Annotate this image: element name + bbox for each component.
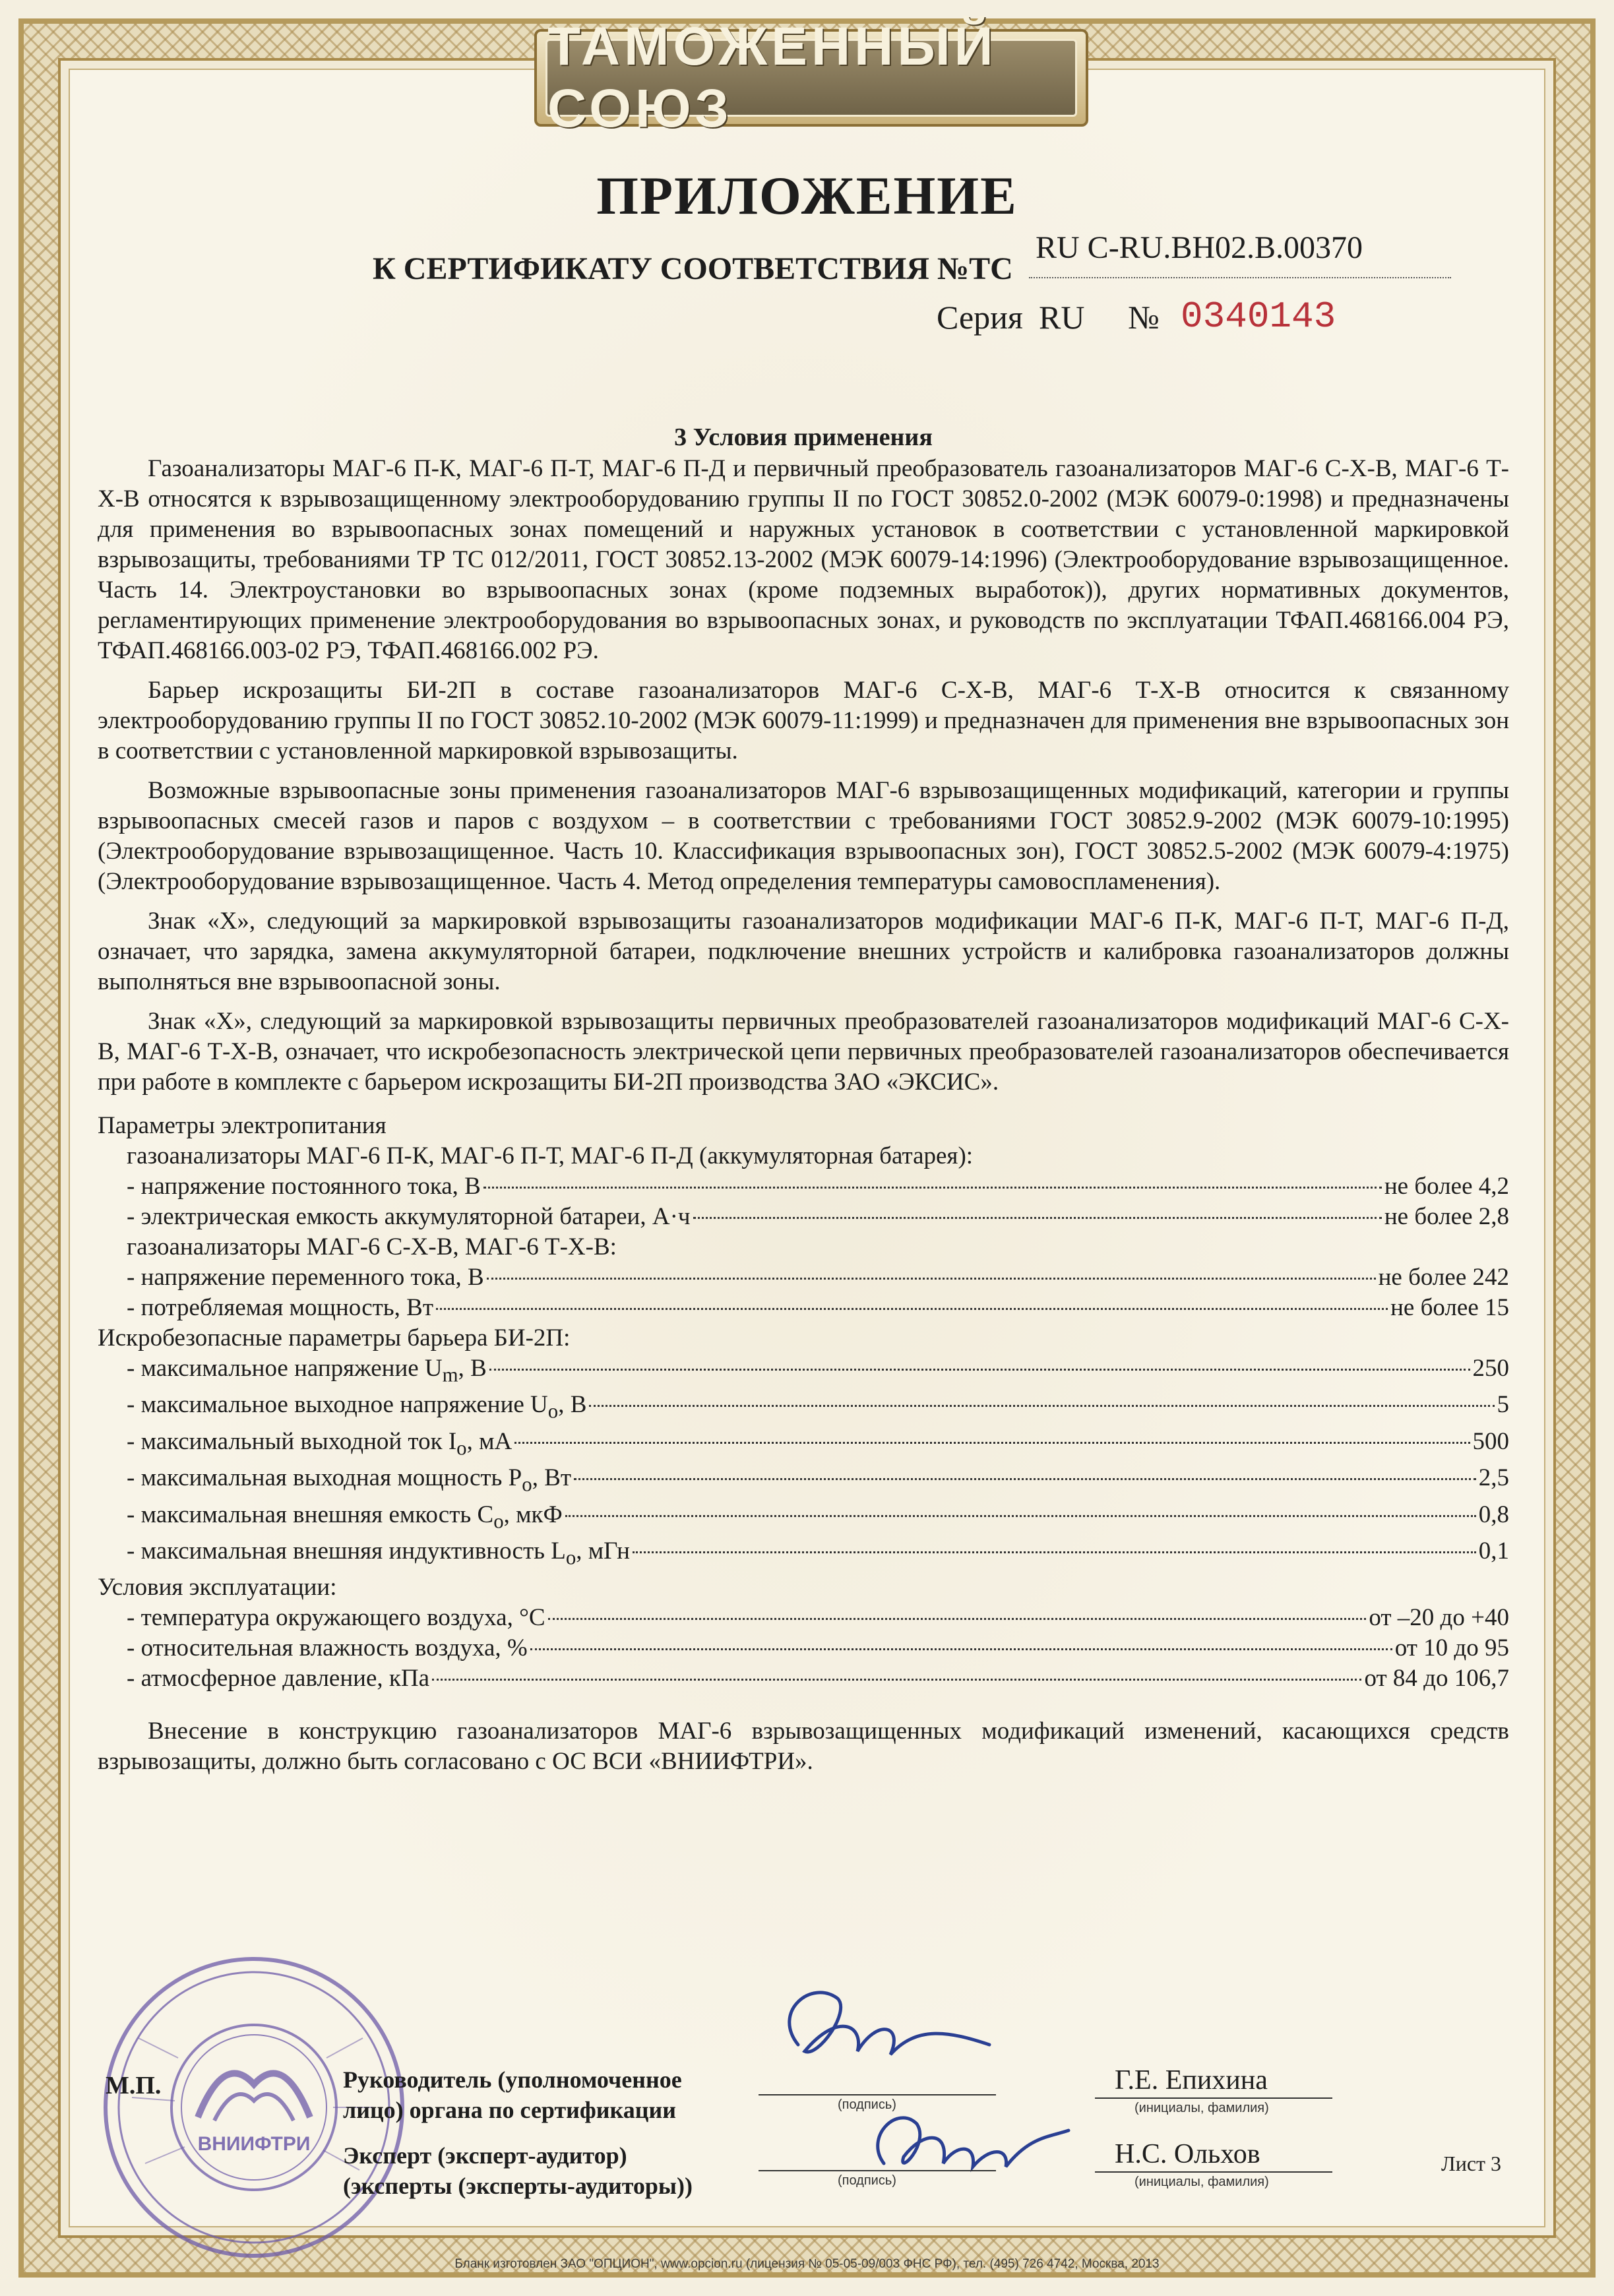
dot-leader xyxy=(565,1515,1476,1517)
form-printer-footer: Бланк изготовлен ЗАО "ОПЦИОН", www.opcion.ru (лицензия № 05-05-09/003 ФНС РФ), тел. (495) 726 4742, Москва, 2013 xyxy=(454,2257,1160,2271)
dot-leader xyxy=(693,1217,1382,1219)
param-value: не более 2,8 xyxy=(1384,1203,1509,1230)
param-label: - относительная влажность воздуха, % xyxy=(127,1634,528,1662)
param-value: 0,8 xyxy=(1478,1501,1509,1528)
param-value: не более 242 xyxy=(1378,1264,1509,1291)
expert-title-line: (эксперты (эксперты-аудиторы)) xyxy=(343,2173,693,2199)
head-title-line: Руководитель (уполномоченное xyxy=(343,2066,682,2093)
param-label: - максимальное напряжение $U_m$, В xyxy=(127,1355,487,1386)
dot-leader xyxy=(633,1551,1476,1553)
paragraph: Знак «Х», следующий за маркировкой взрывозащиты газоанализаторов модификации МАГ-6 П-К, МАГ-6 П-Т, МАГ-6 П-Д, означает, что зарядка, замена аккумуляторной батареи, подключение внешних устройств и калибровка газоанализаторов должны выполняться вне взрывоопасной зоны. xyxy=(98,908,1509,995)
group1-title: газоанализаторы МАГ-6 П-К, МАГ-6 П-Т, МАГ-6 П-Д (аккумуляторная батарея): xyxy=(127,1142,974,1169)
param-row xyxy=(127,1463,1509,1499)
section-title: 3 Условия применения xyxy=(674,423,933,451)
stamp-label: ВНИИФТРИ xyxy=(197,2133,311,2155)
param-row xyxy=(127,1500,1509,1536)
operation-title: Условия эксплуатации: xyxy=(98,1574,337,1601)
seal-place-label: М.П. xyxy=(106,2072,162,2099)
param-row xyxy=(127,1603,1509,1633)
param-row xyxy=(127,1202,1509,1232)
param-label: - максимальная внешняя индуктивность $L_o$, мГн xyxy=(127,1537,630,1569)
dot-leader xyxy=(530,1648,1392,1650)
group2-rows xyxy=(98,1262,1509,1323)
param-value: от –20 до +40 xyxy=(1369,1604,1509,1632)
operation-rows xyxy=(98,1603,1509,1694)
expert-name: Н.С. Ольхов xyxy=(1115,2139,1260,2169)
paragraph: Барьер искрозащиты БИ-2П в составе газоанализаторов МАГ-6 С-Х-В, МАГ-6 Т-Х-В относится к связанному электрооборудованию группы II по ГОСТ 30852.10-2002 (МЭК 60079-11:1999) и предназначен для применения вне взрывоопасных зон в соответствии с установленной маркировкой взрывозащиты. xyxy=(98,677,1509,764)
param-label: - максимальный выходной ток $I_o$, мА xyxy=(127,1427,512,1460)
paragraph: Газоанализаторы МАГ-6 П-К, МАГ-6 П-Т, МАГ-6 П-Д и первичный преобразователь газоанализаторов МАГ-6 С-Х-В, МАГ-6 Т-Х-В относятся к взрывозащищенному электрооборудованию группы II по ГОСТ 30852.0-2002 (МЭК 60079-0:1998) и предназначены для применения во взрывоопасных зонах помещений и наружных установок в соответствии с установленной маркировкой взрывозащиты, требованиями ТР ТС 012/2011, ГОСТ 30852.13-2002 (МЭК 60079-14:1996) (Электрооборудование взрывозащищенное. Часть 14. Электроустановки во взрывоопасных зонах (кроме подземных выработок)), других нормативных документов, регламентирующих применение электрооборудования во взрывоопасных зонах, и руководств по эксплуатации ТФАП.468166.004 РЭ, ТФАП.468166.003-02 РЭ, ТФАП.468166.002 РЭ. xyxy=(98,455,1509,664)
dot-leader xyxy=(432,1679,1361,1681)
head-signature xyxy=(752,1972,1003,2097)
dot-leader xyxy=(436,1308,1388,1310)
final-paragraph: Внесение в конструкцию газоанализаторов МАГ-6 взрывозащищенных модификаций изменений, касающихся средств взрывозащиты, должно быть согласовано с ОС ВСИ «ВНИИФТРИ». xyxy=(98,1718,1509,1776)
paragraph: Возможные взрывоопасные зоны применения газоанализаторов МАГ-6 взрывозащищенных модификаций, категории и группы взрывоопасных смесей газов и паров с воздухом – в соответствии с требованиями ГОСТ 30852.9-2002 (МЭК 60079-10:1995) (Электрооборудование взрывозащищенное. Часть 10. Классификация взрывоопасных зон), ГОСТ 30852.5-2002 (МЭК 60079-4:1975) (Электрооборудование взрывозащищенное. Часть 4. Метод определения температуры самовоспламенения). xyxy=(98,777,1509,895)
paragraph: Знак «Х», следующий за маркировкой взрывозащиты первичных преобразователей газоанализаторов модификаций МАГ-6 С-Х-В, МАГ-6 Т-Х-В, означает, что искробезопасность электрической цепи первичных преобразователей газоанализаторов обеспечивается при работе в комплекте с барьером искрозащиты БИ-2П производства ЗАО «ЭКСИС». xyxy=(98,1008,1509,1096)
expert-title-line: Эксперт (эксперт-аудитор) xyxy=(343,2142,627,2169)
dot-leader xyxy=(487,1278,1376,1280)
dot-leader xyxy=(489,1369,1470,1371)
customs-union-banner xyxy=(534,16,1088,139)
expert-signature xyxy=(857,2091,1082,2210)
param-value: от 84 до 106,7 xyxy=(1364,1665,1509,1692)
dot-leader xyxy=(514,1442,1470,1444)
param-row xyxy=(127,1293,1509,1323)
param-row xyxy=(127,1171,1509,1202)
param-label: - потребляемая мощность, Вт xyxy=(127,1294,434,1321)
expert-signature-line xyxy=(759,2170,996,2171)
group1-rows xyxy=(98,1171,1509,1232)
param-value: не более 4,2 xyxy=(1384,1173,1509,1200)
barrier-title: Искробезопасные параметры барьера БИ-2П: xyxy=(98,1324,571,1351)
param-label: - атмосферное давление, кПа xyxy=(127,1665,429,1692)
head-name: Г.Е. Епихина xyxy=(1115,2065,1268,2095)
param-row xyxy=(127,1536,1509,1572)
dot-leader xyxy=(483,1187,1382,1189)
param-row xyxy=(127,1353,1509,1390)
series-label: Серия xyxy=(937,299,1023,336)
banner-text: ТАМОЖЕННЫЙ СОЮЗ xyxy=(545,39,1077,117)
param-label: - напряжение постоянного тока, В xyxy=(127,1173,481,1200)
param-label: - максимальное выходное напряжение $U_o$, В xyxy=(127,1391,587,1423)
param-label: - максимальная внешняя емкость $C_o$, мкФ xyxy=(127,1501,563,1532)
dot-leader xyxy=(589,1405,1494,1407)
series-value: RU xyxy=(1039,299,1085,336)
expert-name-line xyxy=(1095,2171,1332,2173)
param-value: 5 xyxy=(1497,1391,1509,1419)
param-value: 2,5 xyxy=(1478,1464,1509,1492)
certificate-underline xyxy=(1029,277,1451,278)
power-title: Параметры электропитания xyxy=(98,1112,387,1139)
expert-name-caption: (инициалы, фамилия) xyxy=(1134,2175,1269,2189)
param-row xyxy=(127,1633,1509,1663)
head-title-line: лицо) органа по сертификации xyxy=(343,2097,676,2123)
param-value: 500 xyxy=(1472,1427,1509,1455)
dot-leader xyxy=(548,1618,1367,1620)
barrier-rows xyxy=(98,1353,1509,1572)
page-title: ПРИЛОЖЕНИЕ xyxy=(596,166,1018,226)
param-value: 250 xyxy=(1472,1355,1509,1382)
form-number-value: 0340143 xyxy=(1181,295,1336,338)
param-label: - электрическая емкость аккумуляторной батареи, А·ч xyxy=(127,1203,691,1230)
param-row xyxy=(127,1390,1509,1426)
parameters-block xyxy=(98,1111,1509,1694)
param-row xyxy=(127,1427,1509,1463)
expert-sign-caption: (подпись) xyxy=(838,2173,896,2188)
form-number-label: № xyxy=(1128,299,1160,336)
param-value: 0,1 xyxy=(1478,1537,1509,1565)
param-row xyxy=(127,1262,1509,1293)
param-row xyxy=(127,1663,1509,1694)
param-label: - напряжение переменного тока, В xyxy=(127,1264,484,1291)
expert-title xyxy=(343,2140,693,2201)
head-sign-caption: (подпись) xyxy=(838,2097,896,2112)
document-body xyxy=(98,422,1509,1786)
param-value: не более 15 xyxy=(1390,1294,1509,1321)
param-label: - температура окружающего воздуха, °С xyxy=(127,1604,545,1632)
group2-title: газоанализаторы МАГ-6 С-Х-В, МАГ-6 Т-Х-В: xyxy=(127,1233,617,1260)
certificate-label: К СЕРТИФИКАТУ СООТВЕТСТВИЯ №ТС xyxy=(373,251,1013,286)
head-name-line xyxy=(1095,2097,1332,2099)
certificate-number: RU C-RU.BH02.B.00370 xyxy=(1036,230,1363,265)
param-label: - максимальная выходная мощность $P_o$, Вт xyxy=(127,1464,572,1496)
head-name-caption: (инициалы, фамилия) xyxy=(1134,2101,1269,2115)
param-value: от 10 до 95 xyxy=(1394,1634,1509,1662)
dot-leader xyxy=(574,1478,1476,1480)
page-number: Лист 3 xyxy=(1441,2152,1502,2175)
head-title xyxy=(343,2064,682,2125)
